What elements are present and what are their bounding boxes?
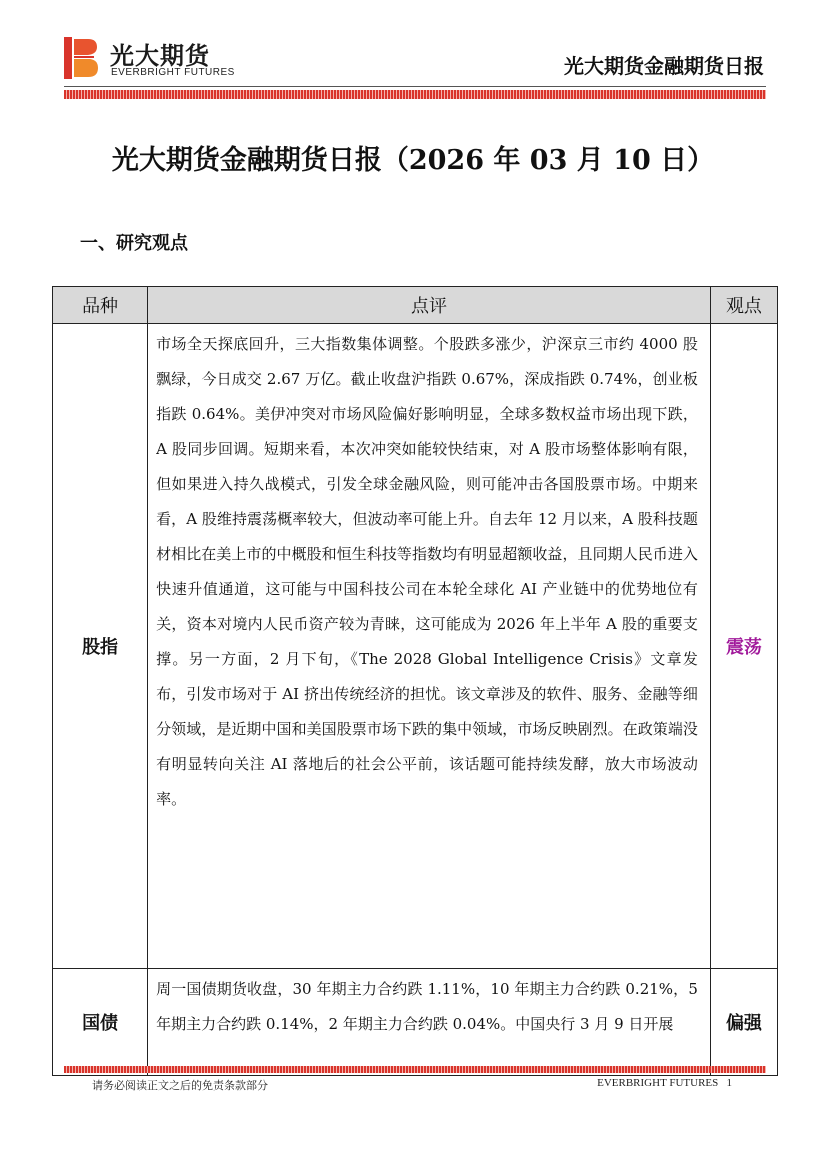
header-view: 观点: [710, 287, 777, 324]
logo-text-en: EVERBRIGHT FUTURES: [111, 67, 235, 78]
header-report-name: 光大期货金融期货日报: [564, 54, 764, 78]
everbright-logo-icon: [64, 37, 98, 79]
logo-text-cn: 光大期货: [110, 42, 210, 70]
section-title: 一、研究观点: [80, 233, 188, 254]
research-view-table: [52, 286, 778, 1062]
header-divider: [64, 86, 766, 87]
row-category: 股指: [53, 324, 148, 969]
row-comment: 市场全天探底回升，三大指数集体调整。个股跌多涨少，沪深京三市约 4000 股飘绿，今日成交 2.67 万亿。截止收盘沪指跌 0.67%，深成指跌 0.74%，创业板指跌 0.64%。美伊冲突对市场风险偏好影响明显，全球多数权益市场出现下跌，A 股同步回调。短期来看，本次冲突如能较快结束，对 A 股市场整体影响有限，但如果进入持久战模式，引发全球金融风险，则可能冲击各国股票市场。中期来看，A 股维持震荡概率较大，但波动率可能上升。自去年 12 月以来，A 股科技题材相比在美上市的中概股和恒生科技等指数均有明显超额收益，且同期人民币进入快速升值通道，这可能与中国科技公司在本轮全球化 AI 产业链中的优势地位有关，资本对境内人民币资产较为青睐，这可能成为 2026 年上半年 A 股的重要支撑。另一方面，2 月下旬，《The 2028 Global Intelligence Crisis》文章发布，引发市场对于 AI 挤出传统经济的担忧。该文章涉及的软件、服务、金融等细分领域，是近期中国和美国股票市场下跌的集中领域，市场反映剧烈。在政策端没有明显转向关注 AI 落地后的社会公平前，该话题可能持续发酵，放大市场波动率。: [148, 324, 711, 969]
table-header-row: [53, 287, 778, 324]
page-number: 1: [726, 1077, 732, 1089]
header-category: 品种: [53, 287, 148, 324]
row-category: 国债: [53, 969, 148, 1076]
table-row: [53, 324, 778, 969]
header-stripe-bar: [64, 90, 766, 99]
row-comment: 周一国债期货收盘，30 年期主力合约跌 1.11%，10 年期主力合约跌 0.21%，5 年期主力合约跌 0.14%，2 年期主力合约跌 0.04%。中国央行 3 月 9 日开展: [156, 980, 698, 1033]
row-comment-cell: [148, 969, 711, 1076]
document-title: 光大期货金融期货日报（2026 年 03 月 10 日）: [111, 145, 715, 176]
header-comment: 点评: [148, 287, 711, 324]
footer-company-page: [597, 1077, 732, 1089]
row-view: 震荡: [710, 324, 777, 969]
table-row: [53, 969, 778, 1076]
footer-disclaimer: 请务必阅读正文之后的免责条款部分: [92, 1079, 268, 1092]
footer-company: EVERBRIGHT FUTURES: [597, 1077, 719, 1089]
row-view: 偏强: [710, 969, 777, 1076]
footer-stripe-bar: [64, 1066, 766, 1073]
